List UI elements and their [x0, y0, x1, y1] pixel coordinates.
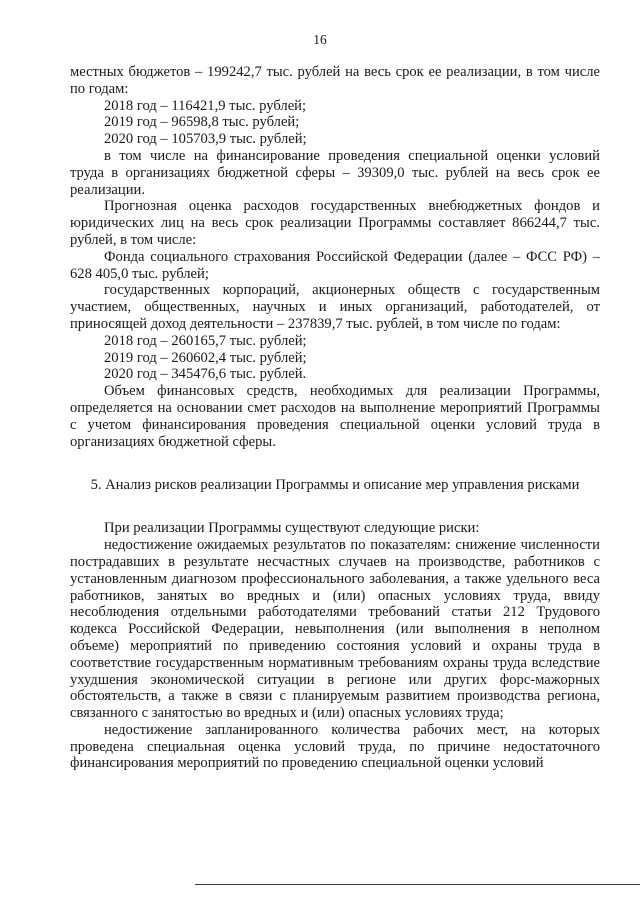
paragraph-year-2018: 2018 год – 116421,9 тыс. рублей;	[104, 97, 307, 114]
paragraph-year-2019-b: 2019 год – 260602,4 тыс. рублей;	[104, 349, 307, 366]
paragraph-corporations: государственных корпораций, акционерных обществ с государственным участием, общественных, научных и иных организаций, работодателей, от приносящей доход деятельности – 237839,7 тыс. рублей, в том числе по годам:	[70, 282, 600, 332]
paragraph-year-2018-b: 2018 год – 260165,7 тыс. рублей;	[104, 332, 307, 349]
paragraph-risk-indicators: недостижение ожидаемых результатов по показателям: снижение численности пострадавших в результате несчастных случаев на производстве, работников с установленным диагнозом профессионального заболевания, а также удельного веса работников, занятых во вредных и (или) опасных условиях труда, ввиду несоблюдения отдельными работодателями требований статьи 212 Трудового кодекса Российской Федерации, невыполнения (или выполнения в неполном объеме) мероприятий по приведению состояния условий и охраны труда в соответствие государственным нормативным требованиям охраны труда вследствие ухудшения экономической ситуации в регионе или других форс-мажорных обстоятельств, а также в связи с планируемым развитием производства региона, связанного с занятостью во вредных и (или) опасных условиях труда;	[70, 537, 600, 722]
paragraph-risk-workplaces: недостижение запланированного количества рабочих мест, на которых проведена специальная оценка условий труда, по причине недостаточного финансирования мероприятий по проведению специальной оценки условий	[70, 721, 600, 772]
paragraph-risks-intro: При реализации Программы существуют следующие риски:	[104, 520, 480, 537]
paragraph-year-2020-b: 2020 год – 345476,6 тыс. рублей.	[104, 366, 307, 383]
page-number: 16	[313, 32, 327, 47]
paragraph-fss: Фонда социального страхования Российской Федерации (далее – ФСС РФ) – 628 405,0 тыс. рублей;	[70, 248, 600, 282]
paragraph-year-2019: 2019 год – 96598,8 тыс. рублей;	[104, 114, 300, 131]
paragraph-assessment-funding: в том числе на финансирование проведения специальной оценки условий труда в организациях бюджетной сферы – 39309,0 тыс. рублей на весь срок ее реализации.	[70, 147, 600, 198]
paragraph-year-2020: 2020 год – 105703,9 тыс. рублей;	[104, 131, 307, 148]
paragraph-budget-total: местных бюджетов – 199242,7 тыс. рублей на весь срок ее реализации, в том числе по годам:	[70, 64, 600, 97]
paragraph-funding-volume: Объем финансовых средств, необходимых для реализации Программы, определяется на основании смет расходов на выполнение мероприятий Программы с учетом финансирования проведения специальной оценки условий труда в организациях бюджетной сферы.	[70, 383, 600, 450]
section-heading: 5. Анализ рисков реализации Программы и описание мер управления рисками	[90, 477, 580, 494]
paragraph-forecast: Прогнозная оценка расходов государственных внебюджетных фондов и юридических лиц на весь срок реализации Программы составляет 866244,7 тыс. рублей, в том числе:	[70, 198, 600, 248]
document-body	[70, 64, 600, 772]
scan-edge-line	[195, 884, 640, 885]
